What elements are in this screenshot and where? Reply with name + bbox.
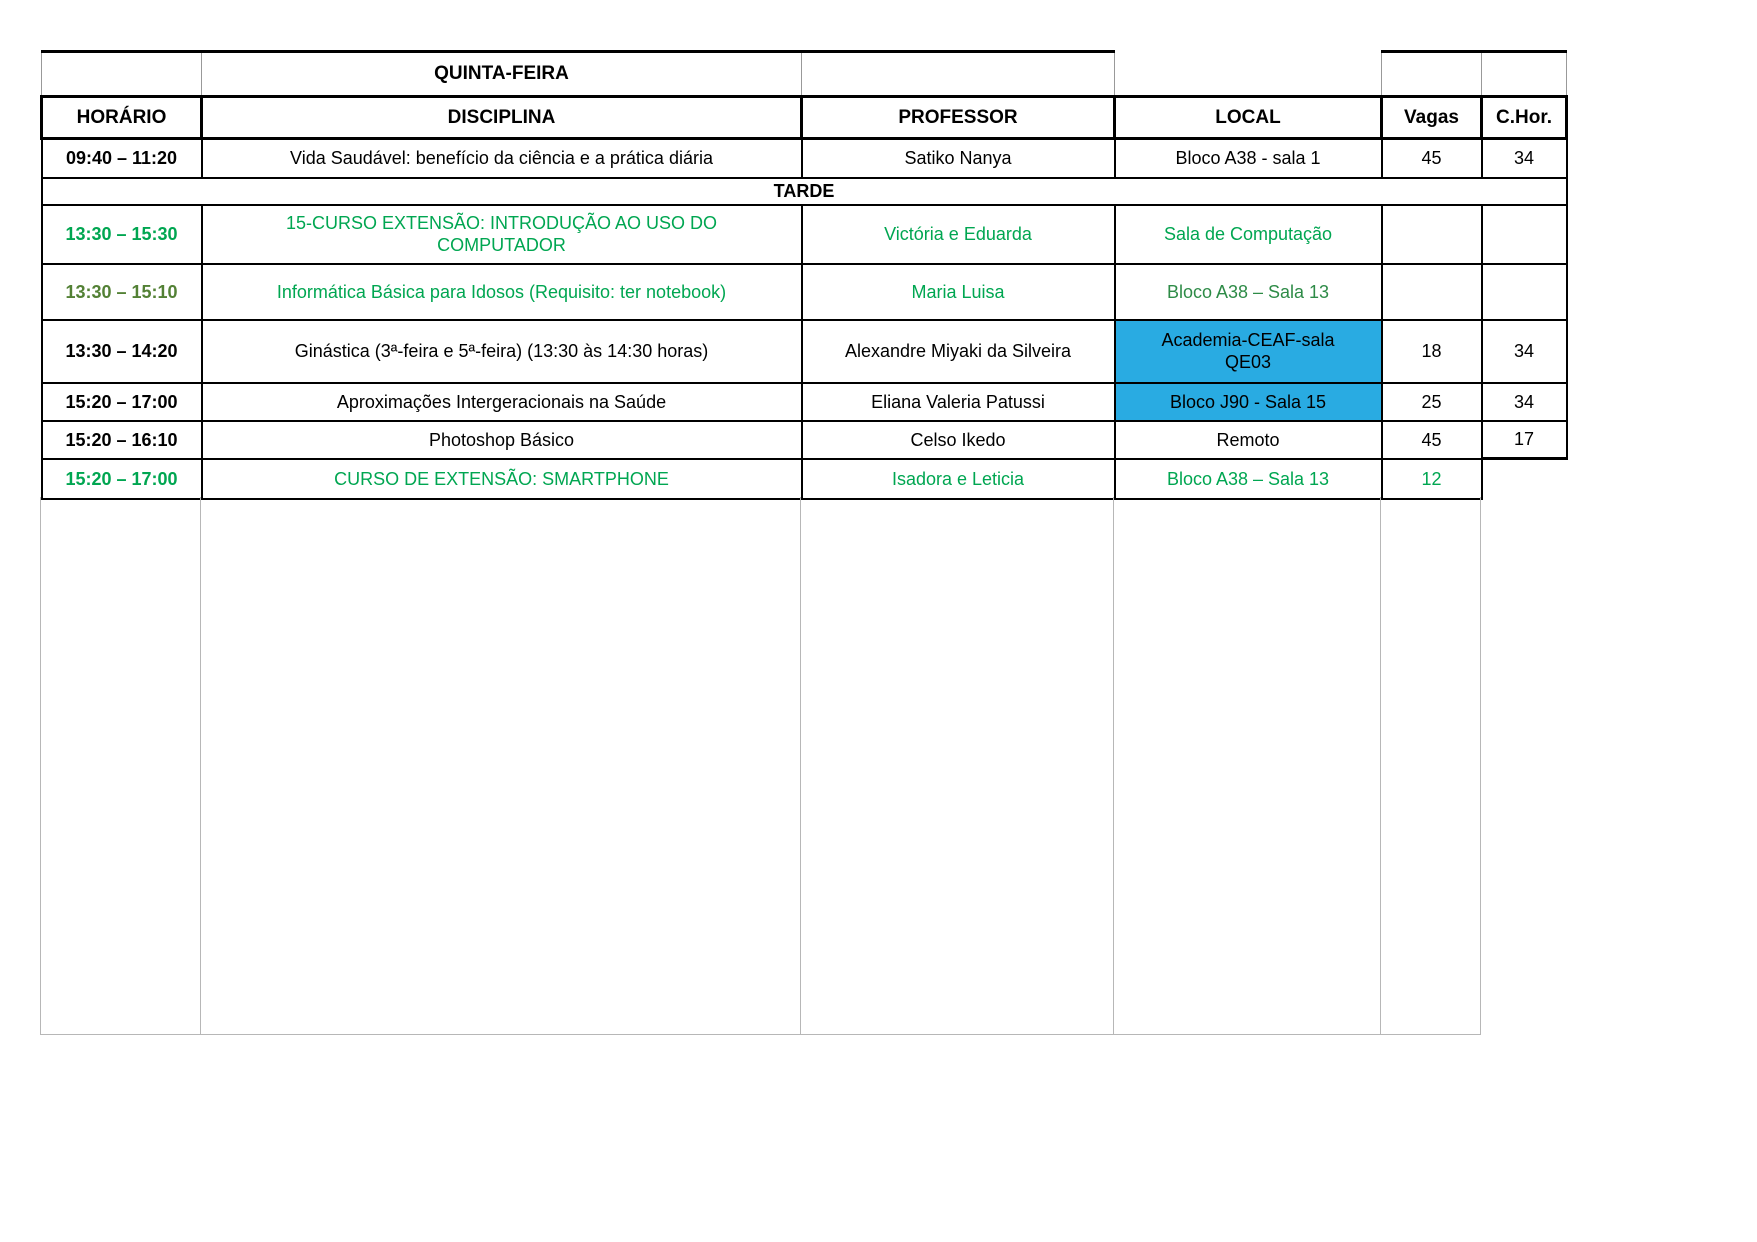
cell-horario: 15:20 – 16:10 <box>42 421 202 459</box>
cell-disciplina: Aproximações Intergeracionais na Saúde <box>202 383 802 421</box>
day-title-spacer <box>42 52 202 97</box>
cell-professor: Satiko Nanya <box>802 139 1115 178</box>
grid-line <box>40 497 41 1035</box>
grid-line <box>1113 497 1114 1035</box>
cell-local-highlighted: Bloco J90 - Sala 15 <box>1115 383 1382 421</box>
cell-vagas: 45 <box>1382 421 1482 459</box>
cell-local: Sala de Computação <box>1115 205 1382 264</box>
grid-line <box>800 497 801 1035</box>
col-header-chor: C.Hor. <box>1482 97 1567 139</box>
empty-grid-area <box>40 497 1565 1035</box>
cell-vagas <box>1382 205 1482 264</box>
cell-disciplina: 15-CURSO EXTENSÃO: INTRODUÇÃO AO USO DO COMPUTADOR <box>202 205 802 264</box>
cell-horario: 09:40 – 11:20 <box>42 139 202 178</box>
cell-professor: Alexandre Miyaki da Silveira <box>802 320 1115 383</box>
col-header-local: LOCAL <box>1115 97 1382 139</box>
table-row <box>42 205 1567 264</box>
cell-chor: 34 <box>1482 383 1567 421</box>
col-header-vagas: Vagas <box>1382 97 1482 139</box>
col-header-horario: HORÁRIO <box>42 97 202 139</box>
cell-disciplina: Photoshop Básico <box>202 421 802 459</box>
section-row <box>42 178 1567 205</box>
day-title: QUINTA-FEIRA <box>202 52 802 97</box>
grid-line <box>200 497 201 1035</box>
cell-horario: 13:30 – 15:10 <box>42 264 202 320</box>
cell-horario: 13:30 – 14:20 <box>42 320 202 383</box>
day-title-spacer <box>1382 52 1482 97</box>
cell-vagas: 25 <box>1382 383 1482 421</box>
col-header-disciplina: DISCIPLINA <box>202 97 802 139</box>
schedule-table <box>40 50 1568 500</box>
cell-local: Bloco A38 - sala 1 <box>1115 139 1382 178</box>
grid-line <box>1480 497 1481 1035</box>
table-row <box>42 139 1567 178</box>
day-title-row <box>42 52 1567 97</box>
day-title-spacer <box>802 52 1115 97</box>
cell-horario: 15:20 – 17:00 <box>42 383 202 421</box>
cell-disciplina: Vida Saudável: benefício da ciência e a prática diária <box>202 139 802 178</box>
cell-professor: Victória e Eduarda <box>802 205 1115 264</box>
cell-vagas: 18 <box>1382 320 1482 383</box>
cell-local: Bloco A38 – Sala 13 <box>1115 264 1382 320</box>
cell-chor: 34 <box>1482 320 1567 383</box>
cell-chor: 34 <box>1482 139 1567 178</box>
day-title-spacer <box>1115 52 1382 97</box>
cell-local: Bloco A38 – Sala 13 <box>1115 459 1382 499</box>
cell-chor <box>1482 205 1567 264</box>
cell-vagas <box>1382 264 1482 320</box>
day-title-spacer <box>1482 52 1567 97</box>
cell-chor: 17 <box>1482 421 1567 459</box>
grid-line <box>1380 497 1381 1035</box>
cell-horario: 15:20 – 17:00 <box>42 459 202 499</box>
cell-disciplina: Ginástica (3ª-feira e 5ª-feira) (13:30 às 14:30 horas) <box>202 320 802 383</box>
table-row <box>42 320 1567 383</box>
cell-chor <box>1482 264 1567 320</box>
cell-professor: Isadora e Leticia <box>802 459 1115 499</box>
table-row <box>42 383 1567 421</box>
table-row <box>42 459 1567 499</box>
cell-vagas: 12 <box>1382 459 1482 499</box>
cell-professor: Eliana Valeria Patussi <box>802 383 1115 421</box>
cell-vagas: 45 <box>1382 139 1482 178</box>
cell-local: Remoto <box>1115 421 1382 459</box>
cell-professor: Celso Ikedo <box>802 421 1115 459</box>
grid-line <box>40 1034 1481 1035</box>
table-row <box>42 264 1567 320</box>
cell-disciplina: CURSO DE EXTENSÃO: SMARTPHONE <box>202 459 802 499</box>
cell-professor: Maria Luisa <box>802 264 1115 320</box>
table-row <box>42 421 1567 459</box>
col-header-professor: PROFESSOR <box>802 97 1115 139</box>
cell-disciplina: Informática Básica para Idosos (Requisito: ter notebook) <box>202 264 802 320</box>
cell-chor <box>1482 459 1567 499</box>
section-label: TARDE <box>42 178 1567 205</box>
schedule-sheet <box>40 50 1568 500</box>
cell-local-highlighted: Academia-CEAF-sala QE03 <box>1115 320 1382 383</box>
cell-horario: 13:30 – 15:30 <box>42 205 202 264</box>
header-row <box>42 97 1567 139</box>
